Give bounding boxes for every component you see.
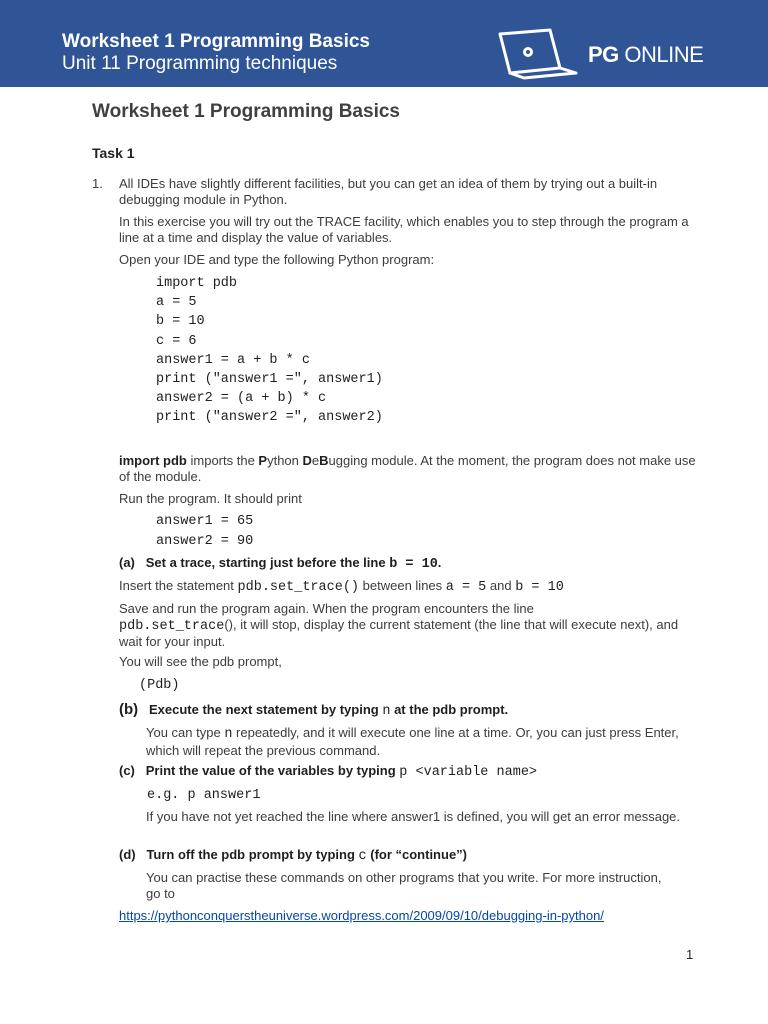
question-a-text: Set a trace, starting just before the line	[145, 555, 390, 570]
open-ide-paragraph: Open your IDE and type the following Python program:	[119, 252, 435, 267]
save-run-paragraph	[119, 601, 689, 650]
question-b-end: at the pdb prompt.	[390, 702, 509, 717]
question-d-body: You can practise these commands on other programs that you write. For more instruction, go to	[146, 870, 662, 901]
question-d-text: Turn off the pdb prompt by typing	[146, 847, 359, 862]
code-line: answer2 = (a + b) * c	[156, 391, 327, 407]
save-run-code: pdb.set_trace	[119, 618, 225, 634]
question-c-text: Print the value of the variables by typing	[145, 763, 400, 778]
question-c	[119, 763, 719, 781]
insert-mid: between lines	[359, 578, 446, 593]
save-run-rest: (), it will stop, display the current statement (the line that will execute next), and wait for your input.	[119, 616, 679, 649]
code-line: answer1 = a + b * c	[156, 352, 310, 368]
imports-the-text: imports the	[186, 453, 259, 468]
exercise-paragraph: In this exercise you will try out the TRACE facility, which enables you to step through the program a line at a time and display the value of variables.	[119, 214, 689, 245]
question-c-code: p <variable name>	[399, 765, 538, 780]
question-d-end: (for “continue”)	[366, 847, 468, 862]
p-letter: P	[258, 453, 268, 468]
b-letter: B	[319, 453, 329, 468]
document-title: Worksheet 1 Programming Basics	[92, 101, 400, 122]
laptop-logo-icon	[494, 26, 582, 82]
debugging-link[interactable]: https://pythonconquerstheuniverse.wordpress.com/2009/09/10/debugging-in-python/	[119, 908, 604, 923]
brand-name	[588, 42, 703, 68]
question-b-label: (b)	[119, 701, 139, 718]
header-subtitle: Unit 11 Programming techniques	[62, 53, 338, 74]
code-line: b = 10	[156, 314, 205, 330]
question-b-body-rest: repeatedly, and it will execute one line at a time. Or, you can just press Enter, which will repeat the previous command.	[146, 725, 679, 758]
insert-statement-paragraph	[119, 578, 719, 596]
question-a-code: b = 10	[389, 557, 438, 572]
brand-bold: PG	[588, 42, 619, 67]
question-c-label: (c)	[119, 763, 135, 778]
save-run-text: Save and run the program again. When the program encounters the line	[119, 601, 534, 616]
insert-and: and	[486, 578, 516, 593]
run-program-paragraph: Run the program. It should print	[119, 491, 302, 506]
brand-rest: ONLINE	[624, 42, 704, 67]
question-a-label: (a)	[119, 555, 135, 570]
code-line: import pdb	[156, 276, 238, 291]
question-b-body-pre: You can type	[146, 725, 225, 740]
code-line: print ("answer1 =", answer1)	[156, 371, 383, 387]
task-heading: Task 1	[92, 145, 135, 161]
question-c-example: e.g. p answer1	[147, 788, 261, 803]
import-pdb-bold: import pdb	[119, 453, 187, 468]
ython-text: ython	[267, 453, 303, 468]
page-number: 1	[686, 947, 694, 962]
d-letter: D	[302, 453, 312, 468]
code-line: print ("answer2 =", answer2)	[156, 410, 383, 426]
question-b	[119, 702, 719, 720]
python-code-block	[156, 274, 383, 428]
question-b-text: Execute the next statement by typing	[149, 702, 383, 717]
code-line: c = 6	[156, 333, 197, 349]
output-line: answer2 = 90	[156, 534, 254, 549]
import-pdb-paragraph	[119, 453, 699, 484]
insert-code-a: a = 5	[445, 580, 487, 595]
code-line: a = 5	[156, 295, 197, 311]
debugging-link-wrapper	[119, 908, 719, 924]
e-letter: e	[311, 453, 320, 468]
question-a	[119, 555, 719, 573]
output-line: answer1 = 65	[156, 514, 254, 529]
page-header	[0, 0, 768, 87]
intro-paragraph: All IDEs have slightly different facilities, but you can get an idea of them by trying out a built-in debugging module in Python.	[119, 176, 658, 207]
insert-pre: Insert the statement	[119, 578, 238, 593]
question-d-code: c	[358, 849, 367, 864]
question-c-body: If you have not yet reached the line where answer1 is defined, you will get an error message.	[146, 809, 681, 824]
pdb-prompt: (Pdb)	[139, 678, 180, 693]
ugging-text: ugging module. At the moment, the program does not make use of the module.	[119, 453, 696, 484]
header-title: Worksheet 1 Programming Basics	[62, 31, 370, 52]
item-number: 1.	[92, 176, 103, 191]
see-prompt-paragraph: You will see the pdb prompt,	[119, 654, 282, 669]
question-a-end: .	[437, 555, 442, 570]
question-d-label: (d)	[119, 847, 136, 862]
question-b-body	[146, 725, 696, 758]
question-b-code: n	[382, 704, 391, 719]
insert-code-set-trace: pdb.set_trace()	[237, 580, 360, 595]
question-b-body-code: n	[224, 727, 233, 742]
insert-code-b: b = 10	[515, 580, 564, 595]
question-d	[119, 847, 719, 865]
